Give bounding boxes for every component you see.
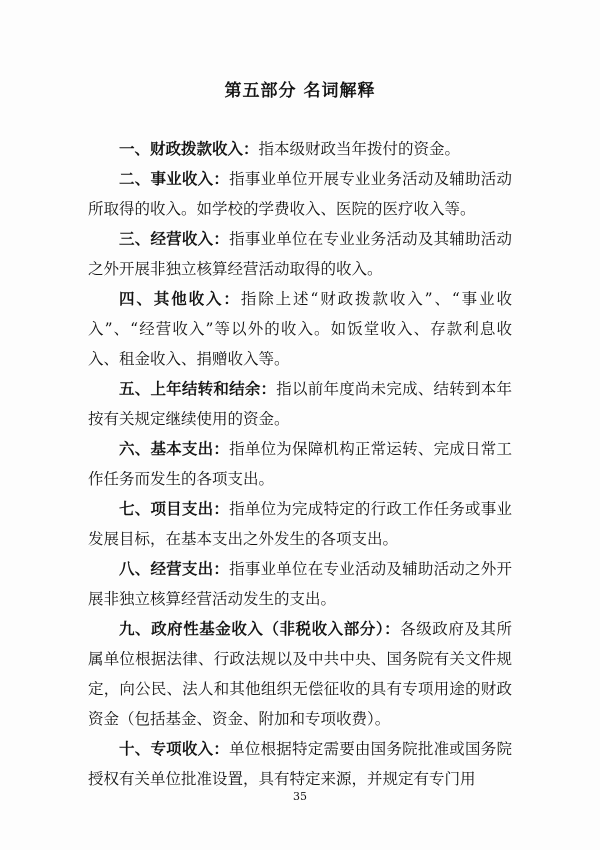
term-definition: 单位根据特定需要由国务院批准或国务院授权有关单位批准设置，具有特定来源，并规定有专门用: [88, 740, 512, 788]
glossary-entry: [88, 614, 512, 734]
term-label: 一、财政拨款收入：: [119, 140, 259, 158]
term-definition: 指以前年度尚未完成、结转到本年按有关规定继续使用的资金。: [88, 380, 512, 428]
term-definition: 指事业单位开展专业业务活动及辅助活动所取得的收入。如学校的学费收入、医院的医疗收入等。: [88, 170, 512, 218]
term-definition: 各级政府及其所属单位根据法律、行政法规以及中共中央、国务院有关文件规定，向公民、法人和其他组织无偿征收的具有专项用途的财政资金（包括基金、资金、附加和专项收费）。: [88, 620, 512, 728]
term-definition: 指本级财政当年拨付的资金。: [258, 140, 461, 158]
glossary-entry: [88, 494, 512, 554]
term-label: 五、上年结转和结余：: [119, 380, 277, 398]
term-definition: 指单位为完成特定的行政工作任务或事业发展目标，在基本支出之外发生的各项支出。: [88, 500, 512, 548]
glossary-entry: [88, 554, 512, 614]
glossary-entry: [88, 284, 512, 374]
glossary-entry: [88, 224, 512, 284]
term-label: 八、经营支出：: [119, 560, 230, 578]
glossary-entry: [88, 134, 512, 164]
term-definition: 指事业单位在专业活动及辅助活动之外开展非独立核算经营活动发生的支出。: [88, 560, 512, 608]
glossary-body: [88, 134, 512, 794]
term-label: 四、其他收入：: [119, 290, 241, 308]
term-definition: 指除上述“财政拨款收入”、“事业收入”、“经营收入”等以外的收入。如饭堂收入、存款利息收入、租金收入、捐赠收入等。: [88, 290, 512, 368]
term-label: 三、经营收入：: [119, 230, 230, 248]
term-definition: 指单位为保障机构正常运转、完成日常工作任务而发生的各项支出。: [88, 440, 512, 488]
section-title: 第五部分 名词解释: [224, 81, 376, 101]
glossary-entry: [88, 164, 512, 224]
glossary-entry: [88, 374, 512, 434]
page-number: 35: [293, 790, 307, 803]
term-label: 七、项目支出：: [119, 500, 230, 518]
glossary-entry: [88, 434, 512, 494]
term-label: 二、事业收入：: [119, 170, 230, 188]
term-label: 九、政府性基金收入（非税收入部分）：: [119, 620, 401, 638]
term-definition: 指事业单位在专业业务活动及其辅助活动之外开展非独立核算经营活动取得的收入。: [88, 230, 512, 278]
term-label: 十、专项收入：: [119, 740, 230, 758]
term-label: 六、基本支出：: [119, 440, 230, 458]
glossary-entry: [88, 734, 512, 794]
